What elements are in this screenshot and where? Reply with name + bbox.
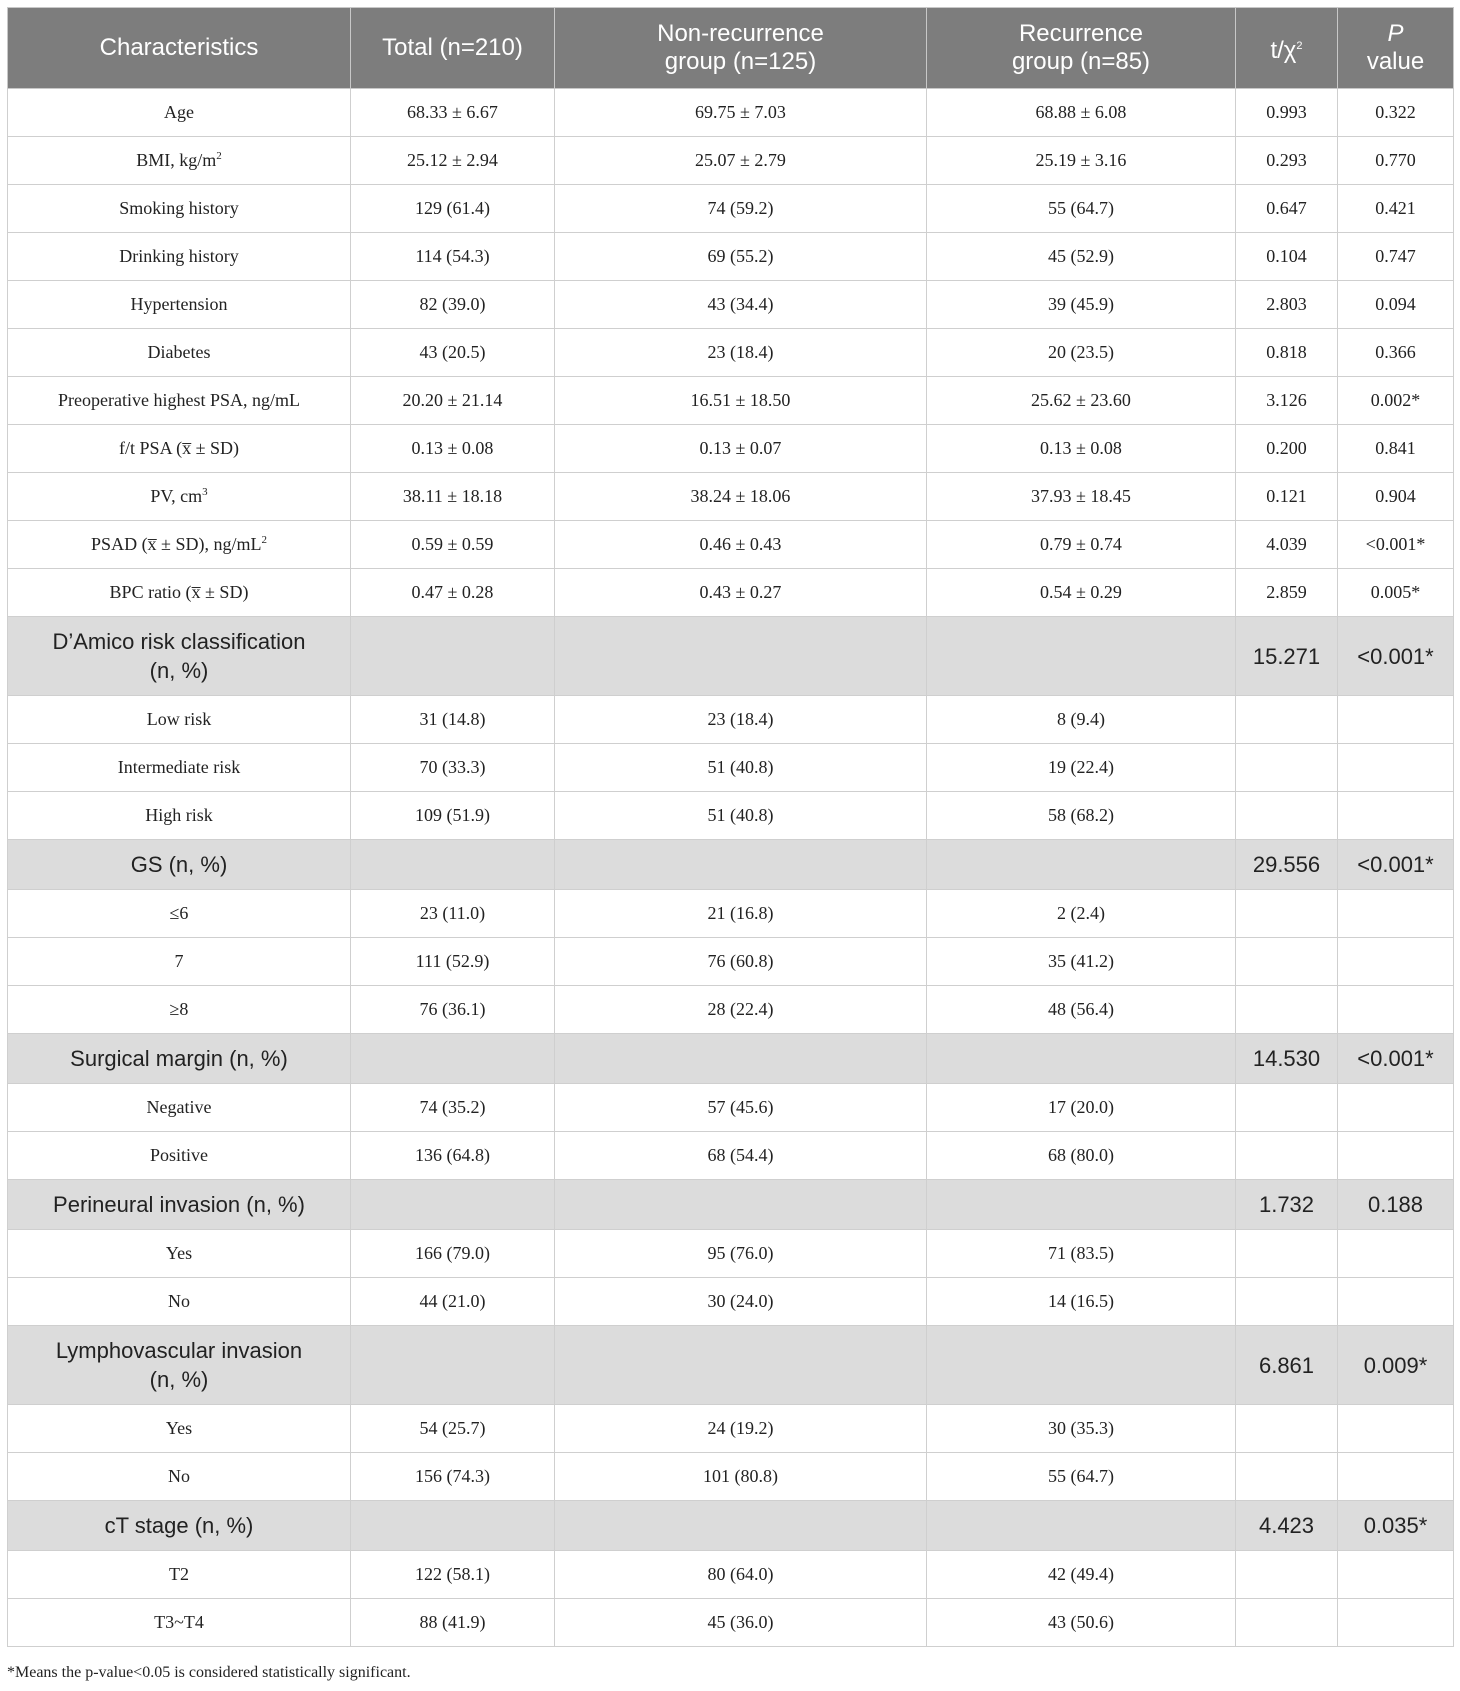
row-label: Hypertension: [8, 281, 351, 329]
p-value-cell: 0.366: [1338, 329, 1454, 377]
non-recurrence-cell: 0.43 ± 0.27: [555, 569, 927, 617]
p-value-cell: 0.770: [1338, 137, 1454, 185]
recurrence-cell: 55 (64.7): [927, 1453, 1236, 1501]
total-cell: [351, 1180, 555, 1230]
statistic-cell: 0.818: [1236, 329, 1338, 377]
non-recurrence-cell: 95 (76.0): [555, 1230, 927, 1278]
p-value-cell: 0.747: [1338, 233, 1454, 281]
recurrence-cell: 25.19 ± 3.16: [927, 137, 1236, 185]
section-row: [8, 1501, 1454, 1551]
table-row: [8, 329, 1454, 377]
statistic-cell: 0.121: [1236, 473, 1338, 521]
p-value-cell: [1338, 986, 1454, 1034]
recurrence-cell: 55 (64.7): [927, 185, 1236, 233]
p-value-cell: 0.841: [1338, 425, 1454, 473]
row-label: No: [8, 1278, 351, 1326]
recurrence-cell: 0.54 ± 0.29: [927, 569, 1236, 617]
p-value-cell: <0.001*: [1338, 617, 1454, 696]
statistic-cell: 0.647: [1236, 185, 1338, 233]
row-label: Diabetes: [8, 329, 351, 377]
non-recurrence-cell: 28 (22.4): [555, 986, 927, 1034]
total-cell: [351, 617, 555, 696]
non-recurrence-cell: 69 (55.2): [555, 233, 927, 281]
row-label: Intermediate risk: [8, 744, 351, 792]
total-cell: 0.59 ± 0.59: [351, 521, 555, 569]
row-label: GS (n, %): [8, 840, 351, 890]
non-recurrence-cell: 51 (40.8): [555, 792, 927, 840]
section-row: [8, 1034, 1454, 1084]
non-recurrence-cell: 51 (40.8): [555, 744, 927, 792]
non-recurrence-cell: 45 (36.0): [555, 1599, 927, 1647]
non-recurrence-cell: 76 (60.8): [555, 938, 927, 986]
non-recurrence-cell: [555, 840, 927, 890]
non-recurrence-cell: 74 (59.2): [555, 185, 927, 233]
row-label: Low risk: [8, 696, 351, 744]
row-label: D’Amico risk classification (n, %): [8, 617, 351, 696]
recurrence-cell: 17 (20.0): [927, 1084, 1236, 1132]
recurrence-cell: 35 (41.2): [927, 938, 1236, 986]
row-label: PV, $cm^3$: [8, 473, 351, 521]
recurrence-cell: 45 (52.9): [927, 233, 1236, 281]
total-cell: 82 (39.0): [351, 281, 555, 329]
table-row: [8, 792, 1454, 840]
total-cell: 68.33 ± 6.67: [351, 89, 555, 137]
recurrence-cell: 20 (23.5): [927, 329, 1236, 377]
non-recurrence-cell: [555, 1326, 927, 1405]
recurrence-cell: 30 (35.3): [927, 1405, 1236, 1453]
recurrence-cell: 42 (49.4): [927, 1551, 1236, 1599]
recurrence-cell: 2 (2.4): [927, 890, 1236, 938]
statistic-cell: 2.859: [1236, 569, 1338, 617]
recurrence-cell: [927, 1180, 1236, 1230]
p-value-cell: [1338, 1084, 1454, 1132]
p-value-cell: 0.035*: [1338, 1501, 1454, 1551]
table-row: [8, 1278, 1454, 1326]
recurrence-cell: [927, 1326, 1236, 1405]
row-label: T3~T4: [8, 1599, 351, 1647]
p-value-cell: [1338, 1551, 1454, 1599]
statistic-cell: [1236, 1084, 1338, 1132]
total-cell: 43 (20.5): [351, 329, 555, 377]
p-value-cell: [1338, 744, 1454, 792]
table-row: [8, 281, 1454, 329]
total-cell: 122 (58.1): [351, 1551, 555, 1599]
statistic-cell: [1236, 890, 1338, 938]
p-value-cell: 0.904: [1338, 473, 1454, 521]
statistic-cell: [1236, 938, 1338, 986]
total-cell: [351, 1326, 555, 1405]
header-row: [8, 8, 1454, 89]
recurrence-cell: 58 (68.2): [927, 792, 1236, 840]
total-cell: [351, 1501, 555, 1551]
header-total: Total (n=210): [351, 8, 555, 89]
non-recurrence-cell: 57 (45.6): [555, 1084, 927, 1132]
row-label: Lymphovascular invasion (n, %): [8, 1326, 351, 1405]
recurrence-cell: [927, 840, 1236, 890]
statistic-cell: [1236, 1405, 1338, 1453]
characteristics-table: [7, 7, 1454, 1647]
table-container: [7, 7, 1453, 1647]
statistic-cell: [1236, 1551, 1338, 1599]
recurrence-cell: 25.62 ± 23.60: [927, 377, 1236, 425]
row-label: ≤6: [8, 890, 351, 938]
table-row: [8, 1551, 1454, 1599]
total-cell: 38.11 ± 18.18: [351, 473, 555, 521]
row-label: Positive: [8, 1132, 351, 1180]
non-recurrence-cell: 101 (80.8): [555, 1453, 927, 1501]
table-row: [8, 986, 1454, 1034]
table-row: [8, 185, 1454, 233]
table-row: [8, 377, 1454, 425]
non-recurrence-cell: 23 (18.4): [555, 696, 927, 744]
non-recurrence-cell: 25.07 ± 2.79: [555, 137, 927, 185]
table-row: [8, 1084, 1454, 1132]
total-cell: 25.12 ± 2.94: [351, 137, 555, 185]
row-label: T2: [8, 1551, 351, 1599]
row-label: f/t PSA (x̅ ± SD): [8, 425, 351, 473]
p-value-cell: [1338, 1599, 1454, 1647]
p-value-cell: [1338, 1453, 1454, 1501]
statistic-cell: [1236, 1599, 1338, 1647]
total-cell: 20.20 ± 21.14: [351, 377, 555, 425]
total-cell: 54 (25.7): [351, 1405, 555, 1453]
total-cell: [351, 840, 555, 890]
p-value-cell: 0.421: [1338, 185, 1454, 233]
non-recurrence-cell: 38.24 ± 18.06: [555, 473, 927, 521]
non-recurrence-cell: 0.46 ± 0.43: [555, 521, 927, 569]
table-row: [8, 1599, 1454, 1647]
statistic-cell: 2.803: [1236, 281, 1338, 329]
table-row: [8, 1405, 1454, 1453]
total-cell: 0.47 ± 0.28: [351, 569, 555, 617]
p-value-cell: <0.001*: [1338, 840, 1454, 890]
table-row: [8, 521, 1454, 569]
non-recurrence-cell: 80 (64.0): [555, 1551, 927, 1599]
table-row: [8, 89, 1454, 137]
statistic-cell: 3.126: [1236, 377, 1338, 425]
total-cell: 129 (61.4): [351, 185, 555, 233]
row-label: Drinking history: [8, 233, 351, 281]
total-cell: 114 (54.3): [351, 233, 555, 281]
footnote: *Means the p-value<0.05 is considered statistically significant.: [7, 1664, 411, 1681]
total-cell: 156 (74.3): [351, 1453, 555, 1501]
p-value-cell: 0.009*: [1338, 1326, 1454, 1405]
table-row: [8, 473, 1454, 521]
statistic-cell: 1.732: [1236, 1180, 1338, 1230]
table-row: [8, 569, 1454, 617]
recurrence-cell: 8 (9.4): [927, 696, 1236, 744]
statistic-cell: 0.293: [1236, 137, 1338, 185]
row-label: Preoperative highest PSA, ng/mL: [8, 377, 351, 425]
recurrence-cell: [927, 617, 1236, 696]
p-value-cell: [1338, 1132, 1454, 1180]
recurrence-cell: 0.79 ± 0.74: [927, 521, 1236, 569]
recurrence-cell: 71 (83.5): [927, 1230, 1236, 1278]
statistic-cell: [1236, 986, 1338, 1034]
non-recurrence-cell: [555, 1501, 927, 1551]
non-recurrence-cell: 68 (54.4): [555, 1132, 927, 1180]
total-cell: 111 (52.9): [351, 938, 555, 986]
p-value-cell: [1338, 696, 1454, 744]
row-label: No: [8, 1453, 351, 1501]
statistic-cell: [1236, 1230, 1338, 1278]
non-recurrence-cell: [555, 617, 927, 696]
statistic-cell: 15.271: [1236, 617, 1338, 696]
total-cell: 31 (14.8): [351, 696, 555, 744]
non-recurrence-cell: 21 (16.8): [555, 890, 927, 938]
non-recurrence-cell: [555, 1034, 927, 1084]
statistic-cell: [1236, 696, 1338, 744]
p-value-cell: 0.094: [1338, 281, 1454, 329]
non-recurrence-cell: 16.51 ± 18.50: [555, 377, 927, 425]
statistic-cell: [1236, 1132, 1338, 1180]
p-value-cell: [1338, 938, 1454, 986]
table-row: [8, 1453, 1454, 1501]
row-label: Yes: [8, 1405, 351, 1453]
header-non-recurrence: Non-recurrence group (n=125): [555, 8, 927, 89]
statistic-cell: 4.039: [1236, 521, 1338, 569]
non-recurrence-cell: [555, 1180, 927, 1230]
statistic-cell: 29.556: [1236, 840, 1338, 890]
p-value-cell: [1338, 890, 1454, 938]
row-label: BPC ratio (x̅ ± SD): [8, 569, 351, 617]
section-row: [8, 1326, 1454, 1405]
total-cell: 23 (11.0): [351, 890, 555, 938]
recurrence-cell: [927, 1501, 1236, 1551]
recurrence-cell: 37.93 ± 18.45: [927, 473, 1236, 521]
total-cell: 109 (51.9): [351, 792, 555, 840]
total-cell: 74 (35.2): [351, 1084, 555, 1132]
p-value-cell: <0.001*: [1338, 1034, 1454, 1084]
recurrence-cell: 43 (50.6): [927, 1599, 1236, 1647]
non-recurrence-cell: 43 (34.4): [555, 281, 927, 329]
table-body: [8, 89, 1454, 1647]
total-cell: 44 (21.0): [351, 1278, 555, 1326]
recurrence-cell: 39 (45.9): [927, 281, 1236, 329]
non-recurrence-cell: 23 (18.4): [555, 329, 927, 377]
recurrence-cell: 48 (56.4): [927, 986, 1236, 1034]
statistic-cell: [1236, 744, 1338, 792]
recurrence-cell: 68.88 ± 6.08: [927, 89, 1236, 137]
non-recurrence-cell: 30 (24.0): [555, 1278, 927, 1326]
recurrence-cell: 0.13 ± 0.08: [927, 425, 1236, 473]
table-row: [8, 233, 1454, 281]
recurrence-cell: [927, 1034, 1236, 1084]
statistic-cell: [1236, 792, 1338, 840]
row-label: Surgical margin (n, %): [8, 1034, 351, 1084]
row-label: Perineural invasion (n, %): [8, 1180, 351, 1230]
row-label: Age: [8, 89, 351, 137]
row-label: Negative: [8, 1084, 351, 1132]
p-value-cell: 0.002*: [1338, 377, 1454, 425]
section-row: [8, 840, 1454, 890]
p-value-cell: [1338, 792, 1454, 840]
table-row: [8, 890, 1454, 938]
p-value-cell: 0.322: [1338, 89, 1454, 137]
recurrence-cell: 14 (16.5): [927, 1278, 1236, 1326]
statistic-cell: 4.423: [1236, 1501, 1338, 1551]
p-value-cell: 0.188: [1338, 1180, 1454, 1230]
p-value-cell: 0.005*: [1338, 569, 1454, 617]
table-row: [8, 1230, 1454, 1278]
total-cell: [351, 1034, 555, 1084]
statistic-cell: 14.530: [1236, 1034, 1338, 1084]
table-row: [8, 137, 1454, 185]
total-cell: 76 (36.1): [351, 986, 555, 1034]
table-row: [8, 425, 1454, 473]
p-value-cell: <0.001*: [1338, 521, 1454, 569]
statistic-cell: 0.993: [1236, 89, 1338, 137]
row-label: BMI, $kg/m^2$: [8, 137, 351, 185]
table-row: [8, 938, 1454, 986]
statistic-cell: [1236, 1453, 1338, 1501]
row-label: Yes: [8, 1230, 351, 1278]
header-recurrence: Recurrence group (n=85): [927, 8, 1236, 89]
row-label: ≥8: [8, 986, 351, 1034]
non-recurrence-cell: 69.75 ± 7.03: [555, 89, 927, 137]
row-label: PSAD (x̅ ± SD), $ng/mL^2$: [8, 521, 351, 569]
non-recurrence-cell: 0.13 ± 0.07: [555, 425, 927, 473]
statistic-cell: 0.200: [1236, 425, 1338, 473]
total-cell: 70 (33.3): [351, 744, 555, 792]
row-label: cT stage (n, %): [8, 1501, 351, 1551]
table-row: [8, 744, 1454, 792]
header-characteristics: Characteristics: [8, 8, 351, 89]
header-p-value: P value: [1338, 8, 1454, 89]
total-cell: 166 (79.0): [351, 1230, 555, 1278]
section-row: [8, 1180, 1454, 1230]
recurrence-cell: 68 (80.0): [927, 1132, 1236, 1180]
total-cell: 0.13 ± 0.08: [351, 425, 555, 473]
statistic-cell: 6.861: [1236, 1326, 1338, 1405]
p-value-cell: [1338, 1230, 1454, 1278]
row-label: Smoking history: [8, 185, 351, 233]
header-statistic: $t/\chi^2$: [1236, 8, 1338, 89]
table-row: [8, 1132, 1454, 1180]
row-label: 7: [8, 938, 351, 986]
total-cell: 88 (41.9): [351, 1599, 555, 1647]
statistic-cell: [1236, 1278, 1338, 1326]
statistic-cell: 0.104: [1236, 233, 1338, 281]
section-row: [8, 617, 1454, 696]
p-value-cell: [1338, 1278, 1454, 1326]
non-recurrence-cell: 24 (19.2): [555, 1405, 927, 1453]
table-row: [8, 696, 1454, 744]
total-cell: 136 (64.8): [351, 1132, 555, 1180]
row-label: High risk: [8, 792, 351, 840]
p-value-cell: [1338, 1405, 1454, 1453]
recurrence-cell: 19 (22.4): [927, 744, 1236, 792]
